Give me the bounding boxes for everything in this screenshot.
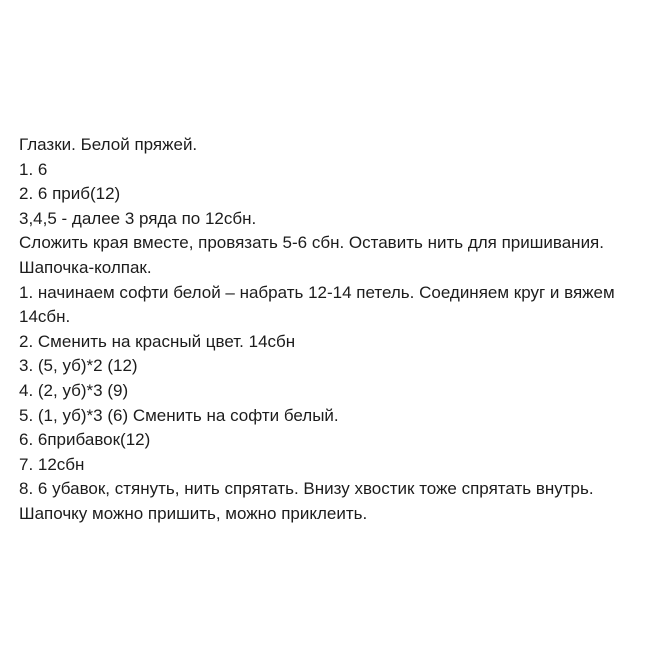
hat-heading: Шапочка-колпак. [19,257,152,277]
eyes-rows-3-5: 3,4,5 - далее 3 ряда по 12сбн. [19,208,257,228]
hat-row-3: 3. (5, уб)*2 (12) [19,356,138,376]
eyes-finish-instruction: Сложить края вместе, провязать 5-6 сбн. Оставить нить для пришивания. [19,233,604,253]
hat-row-7: 7. 12сбн [19,454,85,474]
document-body [19,133,659,527]
eyes-row-1: 1. 6 [19,159,48,179]
hat-row-1: 1. начинаем софти белой – набрать 12-14 петель. Соединяем круг и вяжем [19,282,615,302]
hat-row-4: 4. (2, уб)*3 (9) [19,380,129,400]
hat-row-6: 6. 6прибавок(12) [19,430,151,450]
hat-row-1-continued: 14сбн. [19,307,71,327]
eyes-heading: Глазки. Белой пряжей. [19,135,198,154]
hat-row-2: 2. Сменить на красный цвет. 14сбн [19,331,296,351]
hat-finish-instruction: Шапочку можно пришить, можно приклеить. [19,503,368,523]
hat-row-5: 5. (1, уб)*3 (6) Сменить на софти белый. [19,405,339,425]
hat-row-8: 8. 6 убавок, стянуть, нить спрятать. Внизу хвостик тоже спрятать внутрь. [19,479,594,499]
eyes-row-2: 2. 6 приб(12) [19,184,121,204]
